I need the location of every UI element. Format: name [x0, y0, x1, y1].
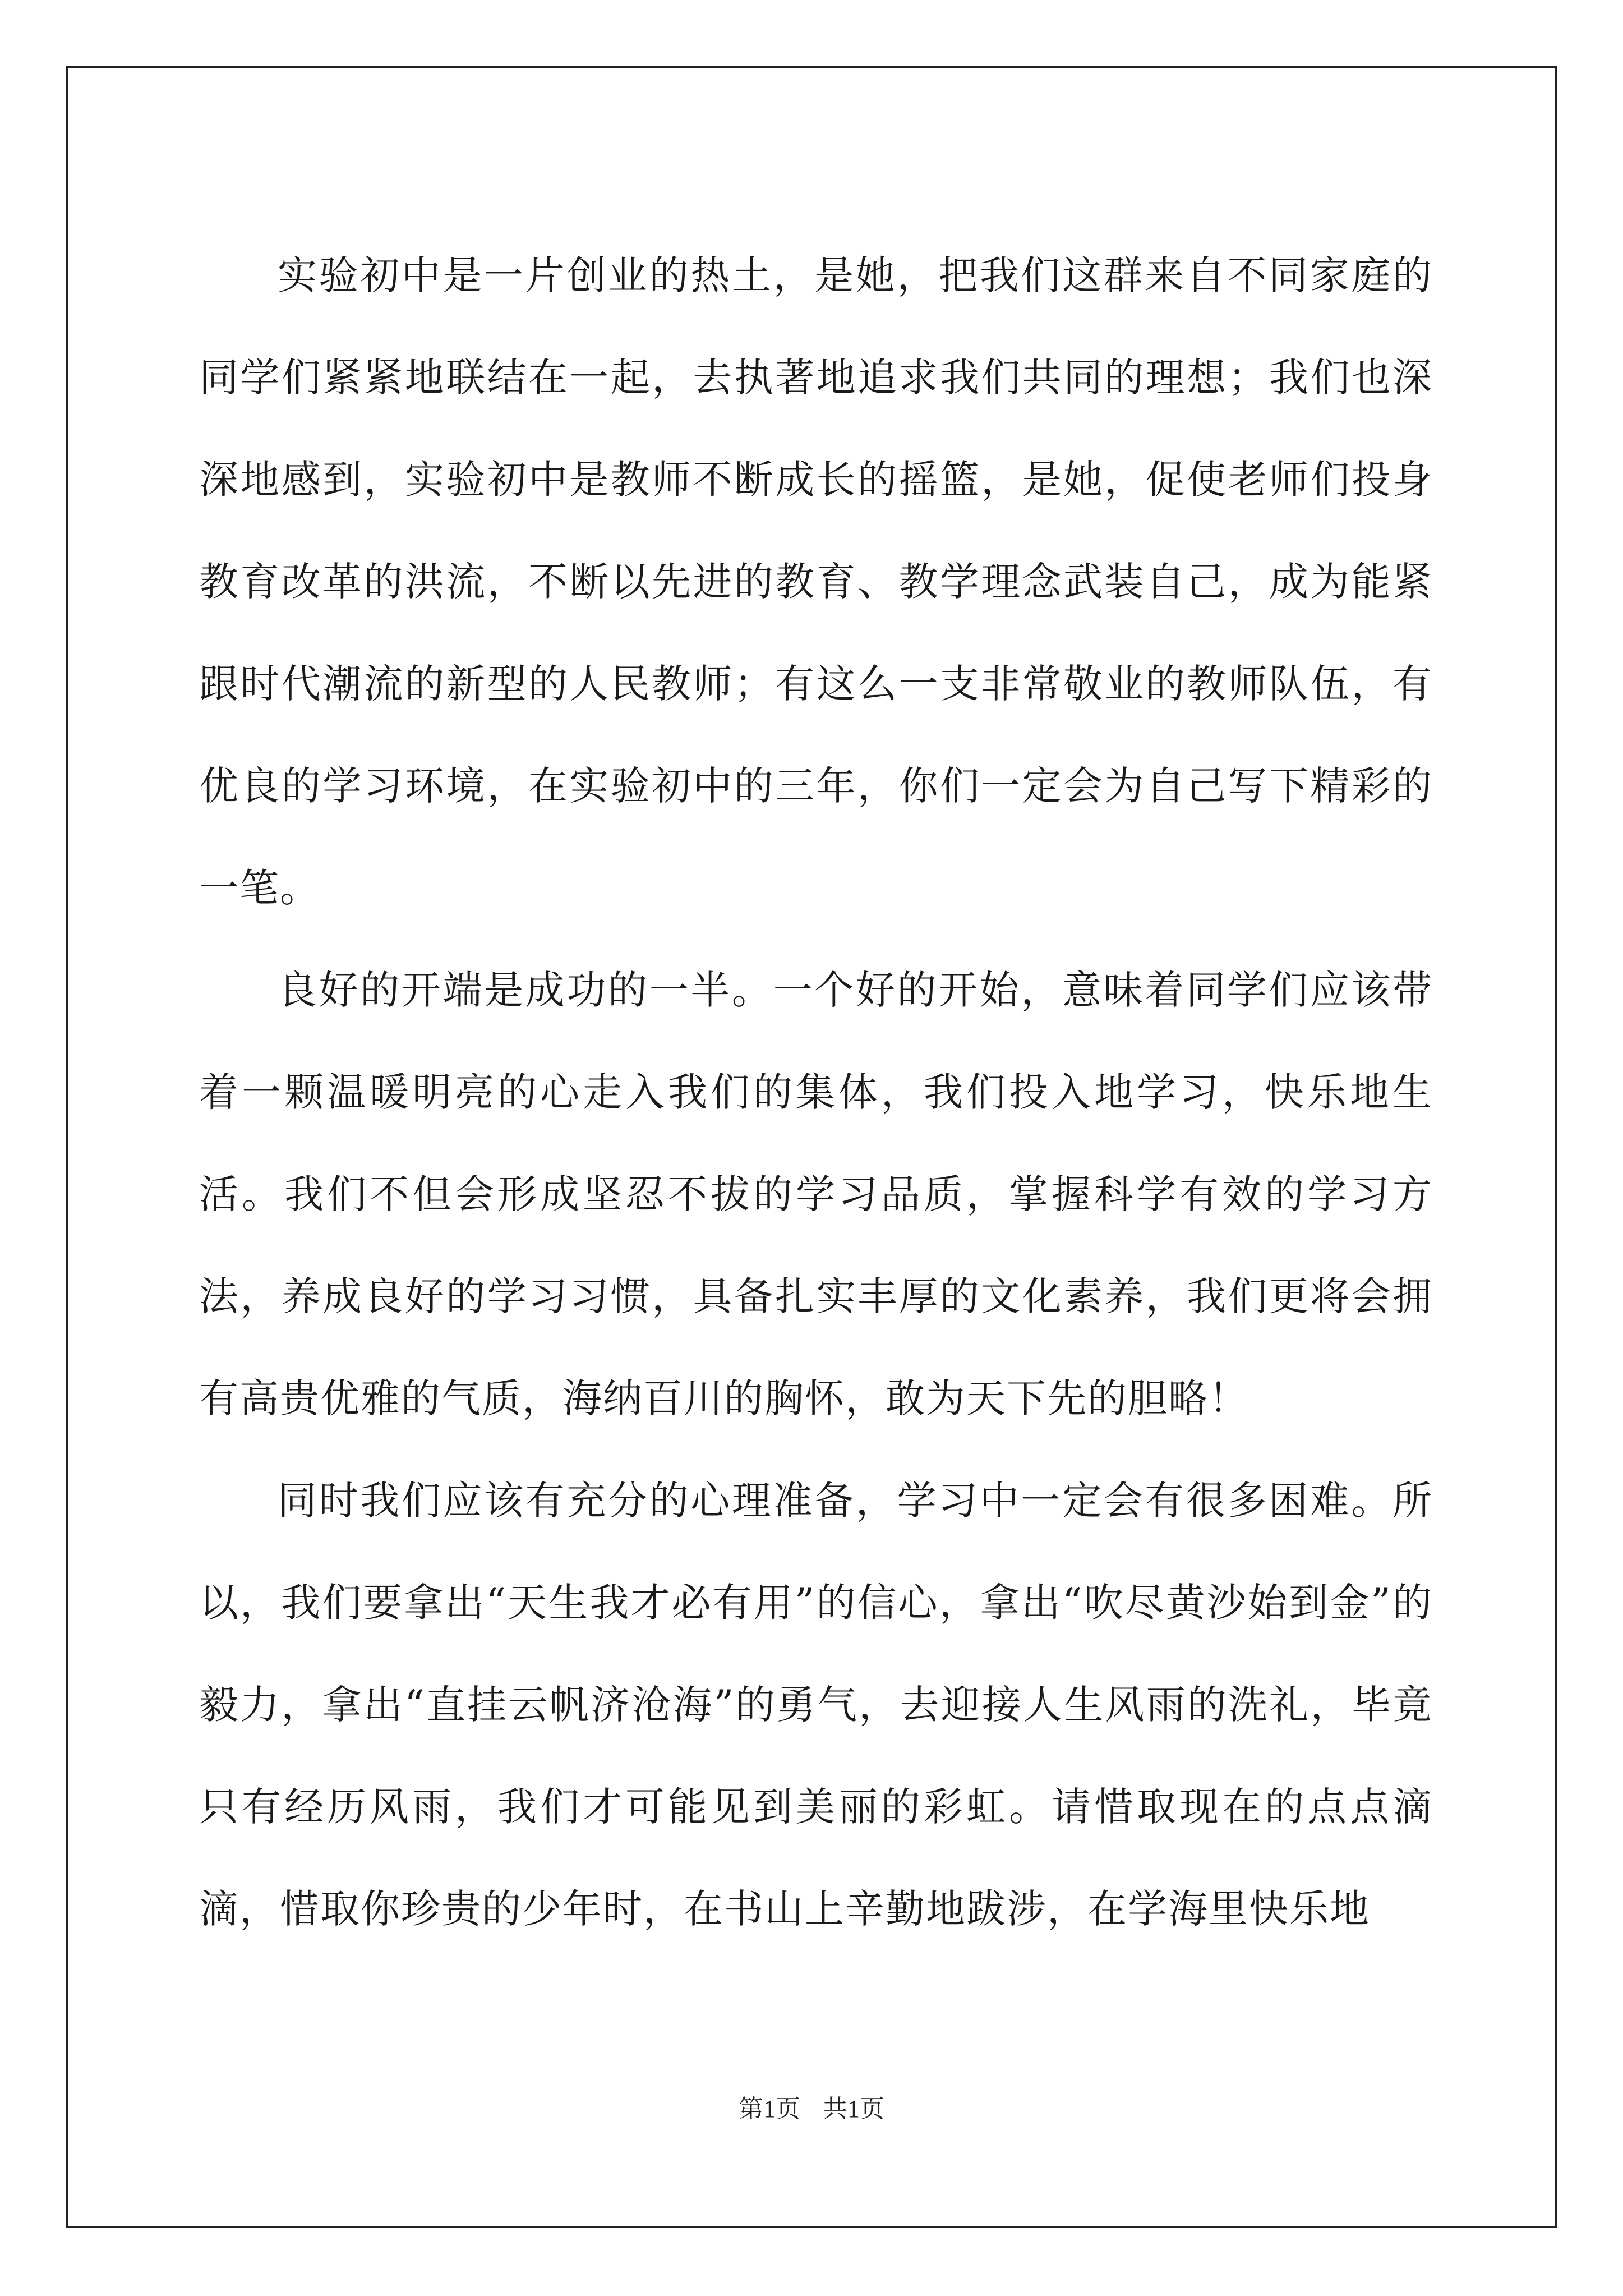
paragraph-3: 同时我们应该有充分的心理准备，学习中一定会有很多困难。所以，我们要拿出“天生我才必有用”的信心，拿出“吹尽黄沙始到金”的毅力，拿出“直挂云帆济沧海”的勇气，去迎接人生风雨的洗礼，毕竟只有经历风雨，我们才可能见到美丽的彩虹。请惜取现在的点点滴滴，惜取你珍贵的少年时，在书山上辛勤地跋涉，在学海里快乐地 — [199, 1478, 1433, 1932]
paragraph-1: 实验初中是一片创业的热土，是她，把我们这群来自不同家庭的同学们紧紧地联结在一起，去执著地追求我们共同的理想；我们也深深地感到，实验初中是教师不断成长的摇篮，是她，促使老师们投身教育改革的洪流，不断以先进的教育、教学理念武装自己，成为能紧跟时代潮流的新型的人民教师；有这么一支非常敬业的教师队伍，有优良的学习环境，在实验初中的三年，你们一定会为自己写下精彩的一笔。 — [199, 252, 1433, 911]
document-body — [199, 224, 1433, 1960]
page-number: 第1页 — [739, 2095, 800, 2123]
paragraph-2: 良好的开端是成功的一半。一个好的开始，意味着同学们应该带着一颗温暖明亮的心走入我们的集体，我们投入地学习，快乐地生活。我们不但会形成坚忍不拔的学习品质，掌握科学有效的学习方法，养成良好的学习习惯，具备扎实丰厚的文化素养，我们更将会拥有高贵优雅的气质，海纳百川的胸怀，敢为天下先的胆略！ — [199, 967, 1433, 1421]
page-total: 共1页 — [823, 2095, 884, 2123]
page-footer — [0, 2092, 1623, 2126]
